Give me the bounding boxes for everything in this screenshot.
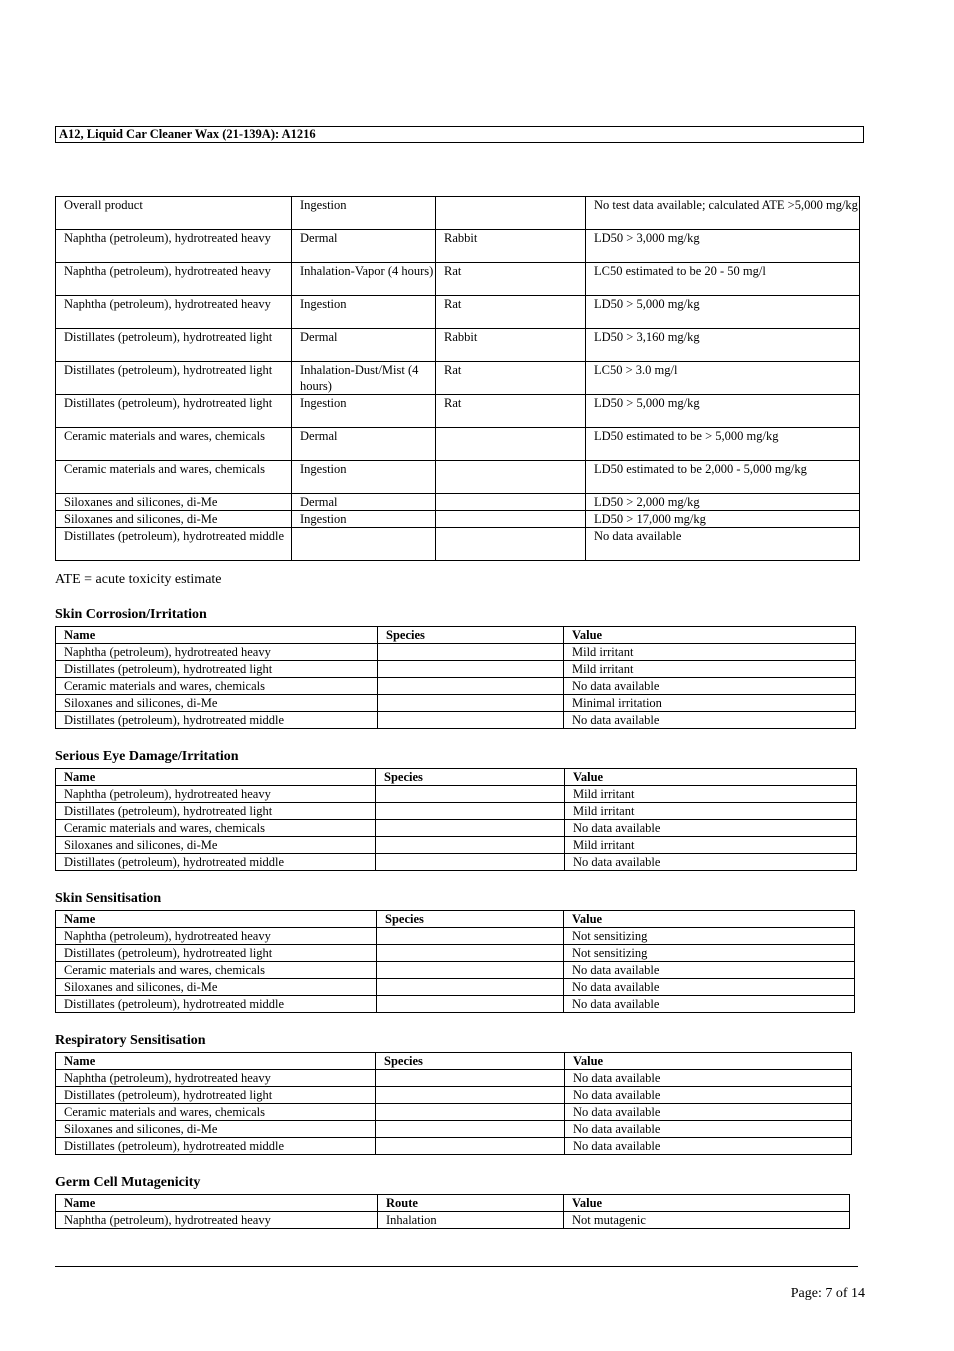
route-cell: Ingestion xyxy=(292,511,436,528)
table-header-row xyxy=(56,627,856,644)
name-cell: Naphtha (petroleum), hydrotreated heavy xyxy=(56,786,376,803)
column-header-name: Name xyxy=(56,1195,378,1212)
footer-divider xyxy=(55,1266,858,1267)
table-row xyxy=(56,1070,852,1087)
column-header-route: Route xyxy=(378,1195,564,1212)
route-cell: Ingestion xyxy=(292,197,436,230)
name-cell: Ceramic materials and wares, chemicals xyxy=(56,962,377,979)
ate-note: ATE = acute toxicity estimate xyxy=(55,572,222,587)
value-cell: No test data available; calculated ATE >5,000 mg/kg xyxy=(586,197,860,230)
table-row xyxy=(56,511,860,528)
name-cell: Distillates (petroleum), hydrotreated light xyxy=(56,329,292,362)
name-cell: Distillates (petroleum), hydrotreated middle xyxy=(56,528,292,561)
table-row xyxy=(56,996,855,1013)
column-header-name: Name xyxy=(56,1053,376,1070)
name-cell: Siloxanes and silicones, di-Me xyxy=(56,1121,376,1138)
name-cell: Distillates (petroleum), hydrotreated light xyxy=(56,803,376,820)
value-cell: No data available xyxy=(565,1121,852,1138)
table-row xyxy=(56,296,860,329)
species-cell xyxy=(378,695,564,712)
table-row xyxy=(56,528,860,561)
name-cell: Naphtha (petroleum), hydrotreated heavy xyxy=(56,296,292,329)
name-cell: Naphtha (petroleum), hydrotreated heavy xyxy=(56,928,377,945)
section-title-serious-eye-damage-irritation: Serious Eye Damage/Irritation xyxy=(55,749,239,764)
name-cell: Ceramic materials and wares, chemicals xyxy=(56,428,292,461)
name-cell: Distillates (petroleum), hydrotreated light xyxy=(56,945,377,962)
name-cell: Ceramic materials and wares, chemicals xyxy=(56,678,378,695)
species-cell: Rat xyxy=(436,362,586,395)
table-row xyxy=(56,661,856,678)
value-cell: Not sensitizing xyxy=(564,945,855,962)
page-number: Page: 7 of 14 xyxy=(790,1286,865,1301)
table-skin-sensitisation xyxy=(55,910,855,1013)
column-header-name: Name xyxy=(56,627,378,644)
value-cell: LD50 > 17,000 mg/kg xyxy=(586,511,860,528)
species-cell xyxy=(436,428,586,461)
species-cell xyxy=(377,945,564,962)
species-cell xyxy=(376,820,565,837)
route-cell: Inhalation-Dust/Mist (4 hours) xyxy=(292,362,436,395)
table-header-row xyxy=(56,1195,850,1212)
product-title: A12, Liquid Car Cleaner Wax (21-139A): A1216 xyxy=(59,127,316,141)
acute-toxicity-table xyxy=(55,196,860,561)
name-cell: Distillates (petroleum), hydrotreated light xyxy=(56,661,378,678)
name-cell: Distillates (petroleum), hydrotreated middle xyxy=(56,854,376,871)
route-cell: Dermal xyxy=(292,494,436,511)
table-row xyxy=(56,1104,852,1121)
table-row xyxy=(56,1121,852,1138)
column-header-species: Species xyxy=(377,911,564,928)
value-cell: No data available xyxy=(564,996,855,1013)
table-row xyxy=(56,712,856,729)
table-header-row xyxy=(56,1053,852,1070)
table-germ-cell-mutagenicity xyxy=(55,1194,850,1229)
table-respiratory-sensitisation xyxy=(55,1052,852,1155)
table-row xyxy=(56,230,860,263)
table-skin-corrosion-irritation xyxy=(55,626,856,729)
value-cell: No data available xyxy=(565,1104,852,1121)
value-cell: Minimal irritation xyxy=(564,695,856,712)
species-cell xyxy=(376,1104,565,1121)
species-cell xyxy=(378,644,564,661)
name-cell: Naphtha (petroleum), hydrotreated heavy xyxy=(56,263,292,296)
route-cell: Inhalation xyxy=(378,1212,564,1229)
value-cell: No data available xyxy=(565,820,857,837)
species-cell xyxy=(378,712,564,729)
value-cell: LC50 > 3.0 mg/l xyxy=(586,362,860,395)
species-cell xyxy=(376,837,565,854)
name-cell: Siloxanes and silicones, di-Me xyxy=(56,494,292,511)
table-row xyxy=(56,695,856,712)
value-cell: LD50 > 3,000 mg/kg xyxy=(586,230,860,263)
species-cell: Rat xyxy=(436,263,586,296)
name-cell: Distillates (petroleum), hydrotreated middle xyxy=(56,1138,376,1155)
value-cell: No data available xyxy=(586,528,860,561)
table-row xyxy=(56,803,857,820)
value-cell: Mild irritant xyxy=(565,786,857,803)
value-cell: No data available xyxy=(564,979,855,996)
name-cell: Distillates (petroleum), hydrotreated middle xyxy=(56,712,378,729)
table-row xyxy=(56,1138,852,1155)
value-cell: Mild irritant xyxy=(564,644,856,661)
name-cell: Ceramic materials and wares, chemicals xyxy=(56,1104,376,1121)
value-cell: No data available xyxy=(565,1138,852,1155)
route-cell: Ingestion xyxy=(292,395,436,428)
name-cell: Siloxanes and silicones, di-Me xyxy=(56,511,292,528)
section-title-germ-cell-mutagenicity: Germ Cell Mutagenicity xyxy=(55,1175,201,1190)
name-cell: Ceramic materials and wares, chemicals xyxy=(56,461,292,494)
species-cell xyxy=(436,511,586,528)
species-cell xyxy=(376,1070,565,1087)
value-cell: LD50 estimated to be 2,000 - 5,000 mg/kg xyxy=(586,461,860,494)
table-row xyxy=(56,644,856,661)
name-cell: Naphtha (petroleum), hydrotreated heavy xyxy=(56,230,292,263)
species-cell: Rat xyxy=(436,395,586,428)
name-cell: Siloxanes and silicones, di-Me xyxy=(56,837,376,854)
name-cell: Distillates (petroleum), hydrotreated light xyxy=(56,395,292,428)
route-cell: Ingestion xyxy=(292,461,436,494)
name-cell: Naphtha (petroleum), hydrotreated heavy xyxy=(56,1212,378,1229)
value-cell: Not mutagenic xyxy=(564,1212,850,1229)
name-cell: Distillates (petroleum), hydrotreated light xyxy=(56,362,292,395)
table-row xyxy=(56,837,857,854)
table-row xyxy=(56,678,856,695)
column-header-name: Name xyxy=(56,769,376,786)
species-cell: Rabbit xyxy=(436,230,586,263)
value-cell: LD50 > 5,000 mg/kg xyxy=(586,296,860,329)
value-cell: No data available xyxy=(565,1070,852,1087)
table-row xyxy=(56,786,857,803)
section-title-skin-sensitisation: Skin Sensitisation xyxy=(55,891,162,906)
column-header-value: Value xyxy=(564,911,855,928)
table-row xyxy=(56,461,860,494)
section-title-respiratory-sensitisation: Respiratory Sensitisation xyxy=(55,1033,206,1048)
name-cell: Siloxanes and silicones, di-Me xyxy=(56,979,377,996)
species-cell xyxy=(377,979,564,996)
value-cell: No data available xyxy=(565,854,857,871)
route-cell: Inhalation-Vapor (4 hours) xyxy=(292,263,436,296)
table-header-row xyxy=(56,769,857,786)
species-cell xyxy=(376,854,565,871)
species-cell xyxy=(376,1121,565,1138)
name-cell: Overall product xyxy=(56,197,292,230)
column-header-species: Species xyxy=(376,769,565,786)
table-row xyxy=(56,854,857,871)
route-cell xyxy=(292,528,436,561)
table-row xyxy=(56,979,855,996)
species-cell xyxy=(436,494,586,511)
value-cell: Mild irritant xyxy=(564,661,856,678)
value-cell: LD50 estimated to be > 5,000 mg/kg xyxy=(586,428,860,461)
table-row xyxy=(56,928,855,945)
value-cell: Not sensitizing xyxy=(564,928,855,945)
value-cell: Mild irritant xyxy=(565,803,857,820)
value-cell: LD50 > 3,160 mg/kg xyxy=(586,329,860,362)
name-cell: Naphtha (petroleum), hydrotreated heavy xyxy=(56,644,378,661)
species-cell xyxy=(377,962,564,979)
column-header-value: Value xyxy=(564,627,856,644)
name-cell: Naphtha (petroleum), hydrotreated heavy xyxy=(56,1070,376,1087)
route-cell: Ingestion xyxy=(292,296,436,329)
value-cell: No data available xyxy=(564,678,856,695)
species-cell xyxy=(376,803,565,820)
table-row xyxy=(56,428,860,461)
column-header-species: Species xyxy=(378,627,564,644)
table-row xyxy=(56,945,855,962)
species-cell xyxy=(436,461,586,494)
name-cell: Distillates (petroleum), hydrotreated light xyxy=(56,1087,376,1104)
name-cell: Distillates (petroleum), hydrotreated middle xyxy=(56,996,377,1013)
table-row xyxy=(56,263,860,296)
document-header xyxy=(55,126,864,143)
species-cell xyxy=(377,928,564,945)
value-cell: Mild irritant xyxy=(565,837,857,854)
value-cell: LD50 > 2,000 mg/kg xyxy=(586,494,860,511)
table-row xyxy=(56,395,860,428)
species-cell xyxy=(377,996,564,1013)
section-title-skin-corrosion-irritation: Skin Corrosion/Irritation xyxy=(55,607,207,622)
species-cell: Rat xyxy=(436,296,586,329)
table-row xyxy=(56,494,860,511)
value-cell: LC50 estimated to be 20 - 50 mg/l xyxy=(586,263,860,296)
table-serious-eye-damage-irritation xyxy=(55,768,857,871)
table-row xyxy=(56,820,857,837)
table-row xyxy=(56,1212,850,1229)
table-row xyxy=(56,1087,852,1104)
value-cell: LD50 > 5,000 mg/kg xyxy=(586,395,860,428)
column-header-value: Value xyxy=(564,1195,850,1212)
species-cell xyxy=(436,528,586,561)
species-cell xyxy=(378,661,564,678)
column-header-species: Species xyxy=(376,1053,565,1070)
value-cell: No data available xyxy=(564,712,856,729)
route-cell: Dermal xyxy=(292,329,436,362)
species-cell xyxy=(378,678,564,695)
column-header-value: Value xyxy=(565,1053,852,1070)
value-cell: No data available xyxy=(565,1087,852,1104)
table-row xyxy=(56,329,860,362)
route-cell: Dermal xyxy=(292,428,436,461)
species-cell xyxy=(376,786,565,803)
species-cell xyxy=(376,1138,565,1155)
table-row xyxy=(56,362,860,395)
name-cell: Siloxanes and silicones, di-Me xyxy=(56,695,378,712)
route-cell: Dermal xyxy=(292,230,436,263)
species-cell xyxy=(436,197,586,230)
table-row xyxy=(56,962,855,979)
column-header-value: Value xyxy=(565,769,857,786)
column-header-name: Name xyxy=(56,911,377,928)
value-cell: No data available xyxy=(564,962,855,979)
name-cell: Ceramic materials and wares, chemicals xyxy=(56,820,376,837)
species-cell xyxy=(376,1087,565,1104)
table-row xyxy=(56,197,860,230)
species-cell: Rabbit xyxy=(436,329,586,362)
table-header-row xyxy=(56,911,855,928)
